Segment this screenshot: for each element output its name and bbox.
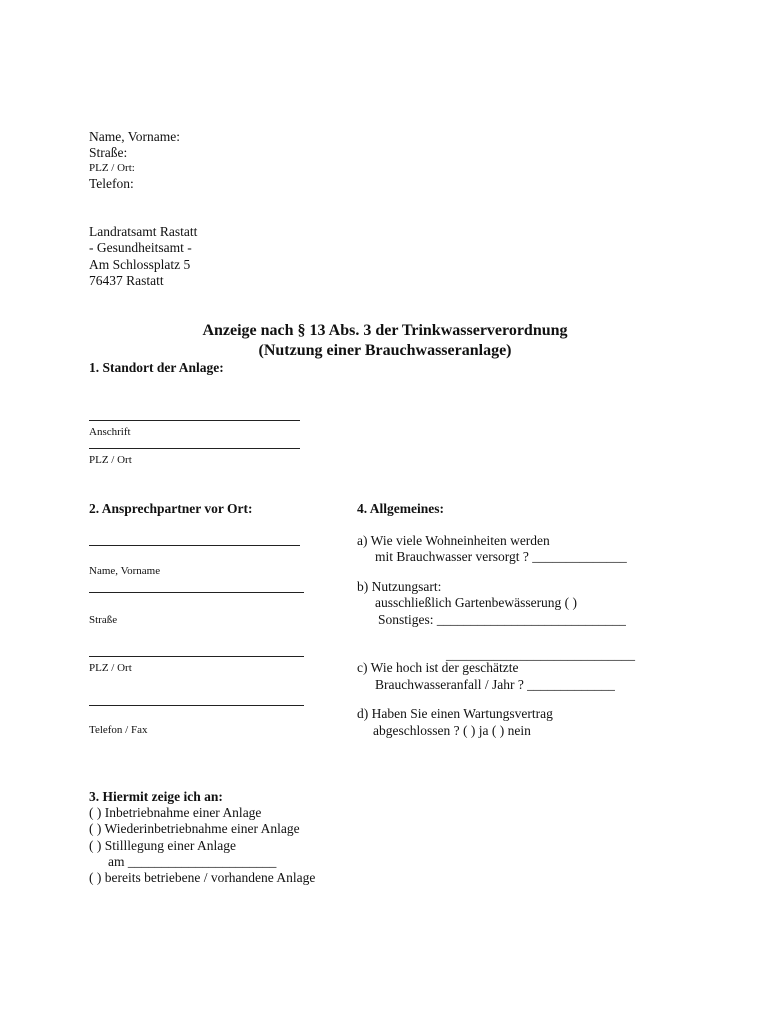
- recipient-line-4: 76437 Rastatt: [89, 273, 164, 288]
- contact-phone-label: Telefon / Fax: [89, 724, 148, 736]
- document-subtitle: (Nutzung einer Brauchwasseranlage): [258, 342, 512, 359]
- question-d-options[interactable]: abgeschlossen ? ( ) ja ( ) nein: [373, 723, 531, 738]
- plz-input-line[interactable]: [89, 448, 300, 449]
- sender-phone-label: Telefon:: [89, 176, 134, 191]
- question-d-text: d) Haben Sie einen Wartungsvertrag: [357, 706, 553, 721]
- sender-name-label: Name, Vorname:: [89, 129, 180, 144]
- question-a-answer-field[interactable]: mit Brauchwasser versorgt ? ______________: [375, 549, 627, 564]
- sender-street-label: Straße:: [89, 145, 128, 160]
- option-inbetriebnahme[interactable]: ( ) Inbetriebnahme einer Anlage: [89, 805, 262, 820]
- section-2-heading: 2. Ansprechpartner vor Ort:: [89, 501, 253, 516]
- question-a-text: a) Wie viele Wohneinheiten werden: [357, 533, 550, 548]
- contact-name-label: Name, Vorname: [89, 565, 161, 577]
- question-c-text: c) Wie hoch ist der geschätzte: [357, 660, 519, 675]
- option-wiederinbetriebnahme[interactable]: ( ) Wiederinbetriebnahme einer Anlage: [89, 821, 300, 836]
- stilllegung-date-field[interactable]: am ______________________: [108, 854, 277, 869]
- section-3-heading: 3. Hiermit zeige ich an:: [89, 789, 223, 804]
- option-stilllegung[interactable]: ( ) Stilllegung einer Anlage: [89, 838, 236, 853]
- contact-phone-input-line[interactable]: [89, 705, 304, 706]
- address-input-line[interactable]: [89, 420, 300, 421]
- sonstiges-field[interactable]: Sonstiges: ____________________________: [378, 612, 626, 627]
- option-bereits-betrieben[interactable]: ( ) bereits betriebene / vorhandene Anlage: [89, 870, 316, 885]
- plz-label: PLZ / Ort: [89, 454, 132, 466]
- question-c-answer-field[interactable]: Brauchwasseranfall / Jahr ? _____________: [375, 677, 615, 692]
- question-b-text: b) Nutzungsart:: [357, 579, 442, 594]
- contact-street-label: Straße: [89, 614, 118, 626]
- sonstiges-extra-line[interactable]: ____________________________: [446, 647, 635, 662]
- contact-plz-input-line[interactable]: [89, 656, 304, 657]
- contact-name-input-line[interactable]: [89, 545, 300, 546]
- section-4-heading: 4. Allgemeines:: [357, 501, 444, 516]
- option-gartenbewaesserung[interactable]: ausschließlich Gartenbewässerung ( ): [375, 595, 578, 610]
- document-title: Anzeige nach § 13 Abs. 3 der Trinkwasserverordnung: [202, 322, 568, 339]
- contact-street-input-line[interactable]: [89, 592, 304, 593]
- contact-plz-label: PLZ / Ort: [89, 662, 132, 674]
- recipient-line-3: Am Schlossplatz 5: [89, 257, 191, 272]
- sender-plz-label: PLZ / Ort:: [89, 162, 135, 174]
- section-1-heading: 1. Standort der Anlage:: [89, 360, 224, 375]
- recipient-line-2: - Gesundheitsamt -: [89, 240, 192, 255]
- recipient-line-1: Landratsamt Rastatt: [89, 224, 198, 239]
- address-label: Anschrift: [89, 426, 131, 438]
